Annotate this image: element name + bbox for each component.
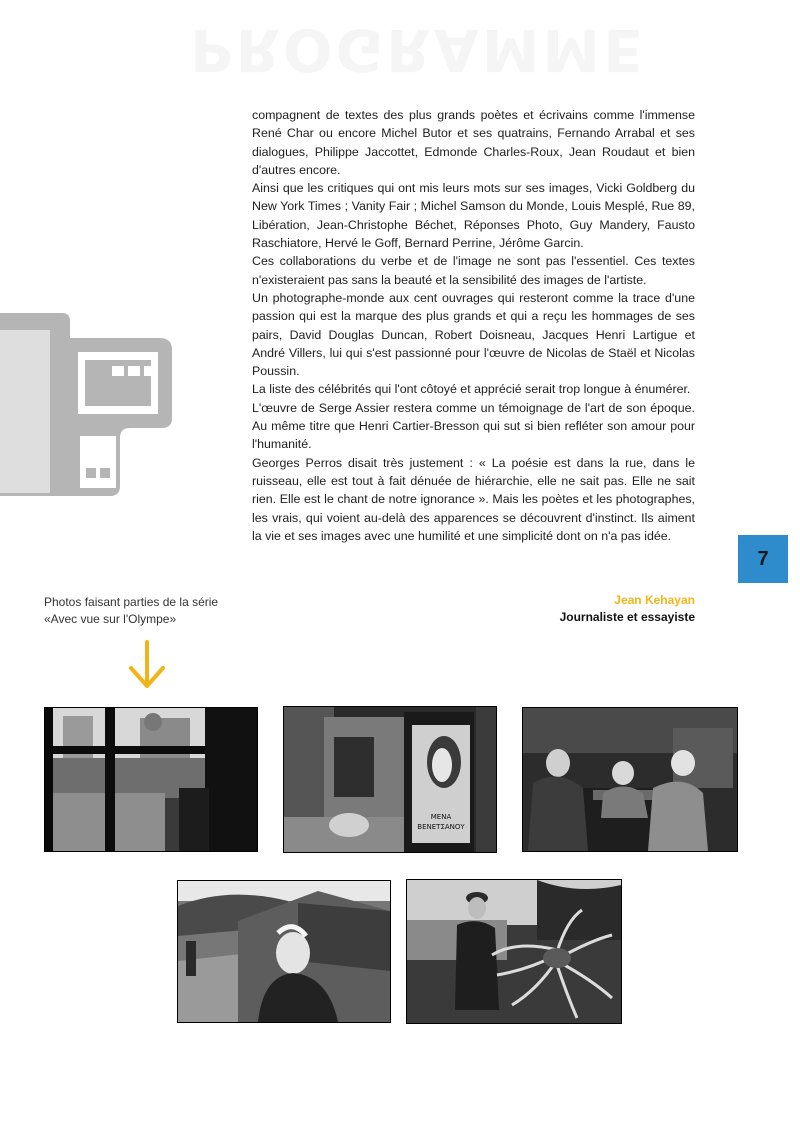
film-roll-icon xyxy=(0,308,180,508)
article-paragraph: Un photographe-monde aux cent ouvrages qui resteront comme la trace d'une passion qui est la marque des plus grands et qui a reçu les hommages de ses pairs, David Douglas Duncan, Robert Doisneau, Jacques Henri Lartigue et André Villers, lui qui s'est passionné pour l'œuvre de Nicolas de Staël et Nicolas Poussin. xyxy=(252,290,695,379)
author-role: Journaliste et essayiste xyxy=(559,610,695,624)
photo-old-man xyxy=(177,880,391,1023)
article-paragraph: La liste des célébrités qui l'ont côtoyé et apprécié serait trop longue à énumérer. xyxy=(252,382,691,397)
poster-text: ΜΕΝΑ xyxy=(430,813,452,821)
article-paragraph: Georges Perros disait très justement : « La poésie est dans la rue, dans le ruisseau, elle est tout à fait dénuée de hiérarchie, elle ne sait pas. Elle ne sait rien. Elle est le chant de notre ignorance ». Mais les poètes et les photographes, les vrais, qui voient au-delà des apparences se découvrent d'instinct. Ils aiment la vie et ses images avec une humilité et une simplicité dont on n'a pas idée. xyxy=(252,455,695,543)
article-body xyxy=(252,106,695,545)
poster-text: ΒΕΝΕΤΣΑΝΟΥ xyxy=(417,823,465,831)
photo-cafe-men xyxy=(522,707,738,852)
photo-man-plant xyxy=(406,879,622,1024)
author-signature xyxy=(560,592,695,626)
page-number-tab xyxy=(738,535,788,583)
page-number: 7 xyxy=(757,547,769,570)
photo-window-view xyxy=(44,707,258,852)
caption-line: Photos faisant parties de la série xyxy=(44,595,219,609)
bleed-through-heading xyxy=(190,0,650,100)
article-paragraph: Ainsi que les critiques qui ont mis leurs mots sur ses images, Vicki Goldberg du New York Times ; Vanity Fair ; Michel Samson du Monde, Louis Mesplé, Rue 89, Libération, Jean-Christophe Béchet, Réponses Photo, Guy Mandery, Fausto Raschiatore, Hervé le Goff, Bernard Perrine, Jérôme Garcin. xyxy=(252,181,695,251)
article-paragraph: Ces collaborations du verbe et de l'image ne sont pas l'essentiel. Ces textes n'existeraient pas sans la beauté et la sensibilité des images de l'artiste. xyxy=(252,254,695,287)
arrow-down-icon xyxy=(127,640,167,690)
article-paragraph: compagnent de textes des plus grands poètes et écrivains comme l'immense René Char ou encore Michel Butor et ses quatrains, Fernando Arrabal et ses dialogues, Philippe Jaccottet, Edmonde Charles-Roux, Jean Roudaut et bien d'autres encore. xyxy=(252,108,695,177)
photo-caption xyxy=(44,594,218,628)
caption-line: «Avec vue sur l'Olympe» xyxy=(44,612,177,626)
article-paragraph: L'œuvre de Serge Assier restera comme un témoignage de l'art de son époque. Au même titre que Henri Cartier-Bresson qui sut si bien refléter son amour pour l'humanité. xyxy=(252,400,695,452)
author-name: Jean Kehayan xyxy=(614,593,695,607)
photo-alley-poster xyxy=(283,706,497,853)
